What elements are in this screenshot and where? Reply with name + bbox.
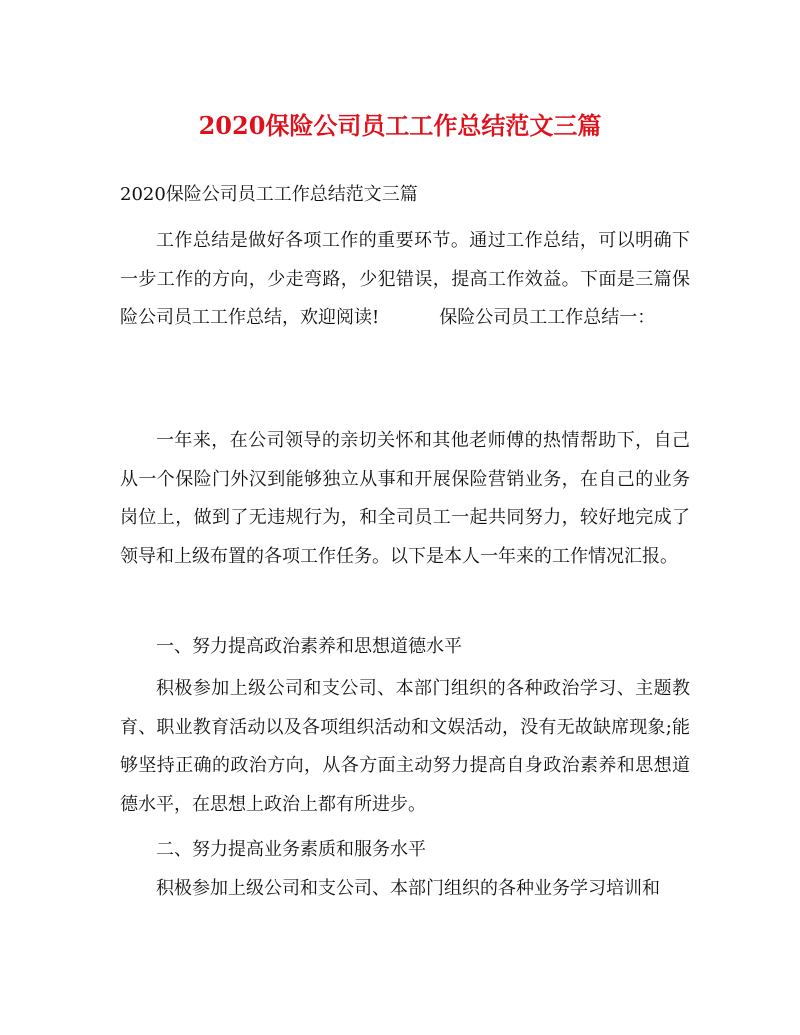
section-label: 保险公司员工工作总结一： xyxy=(439,307,656,328)
section-heading-2: 二、努力提高业务素质和服务水平 xyxy=(156,839,426,860)
intro-text: 工作总结是做好各项工作的重要环节。通过工作总结，可以明确下一步工作的方向，少走弯路，少犯错误，提高工作效益。下面是三篇保险公司员工工作总结，欢迎阅读! xyxy=(120,230,690,328)
body-paragraph-3: 积极参加上级公司和支公司、本部门组织的各种业务学习培训和 xyxy=(156,878,660,899)
section-heading-1: 一、努力提高政治素养和思想道德水平 xyxy=(156,636,462,657)
intro-paragraph xyxy=(120,222,690,338)
body-paragraph-1: 一年来，在公司领导的亲切关怀和其他老师傅的热情帮助下，自己从一个保险门外汉到能够独立从事和开展保险营销业务，在自己的业务岗位上，做到了无违规行为，和全司员工一起共同努力，较好地完成了领导和上级布置的各项工作任务。以下是本人一年来的工作情况汇报。 xyxy=(120,430,690,567)
body-paragraph-2: 积极参加上级公司和支公司、本部门组织的各种政治学习、主题教育、职业教育活动以及各项组织活动和文娱活动，没有无故缺席现象;能够坚持正确的政治方向，从各方面主动努力提高自身政治素养和思想道德水平，在思想上政治上都有所进步。 xyxy=(120,678,690,815)
document-title: 2020保险公司员工工作总结范文三篇 xyxy=(198,111,602,140)
document-subtitle: 2020保险公司员工工作总结范文三篇 xyxy=(120,184,418,205)
